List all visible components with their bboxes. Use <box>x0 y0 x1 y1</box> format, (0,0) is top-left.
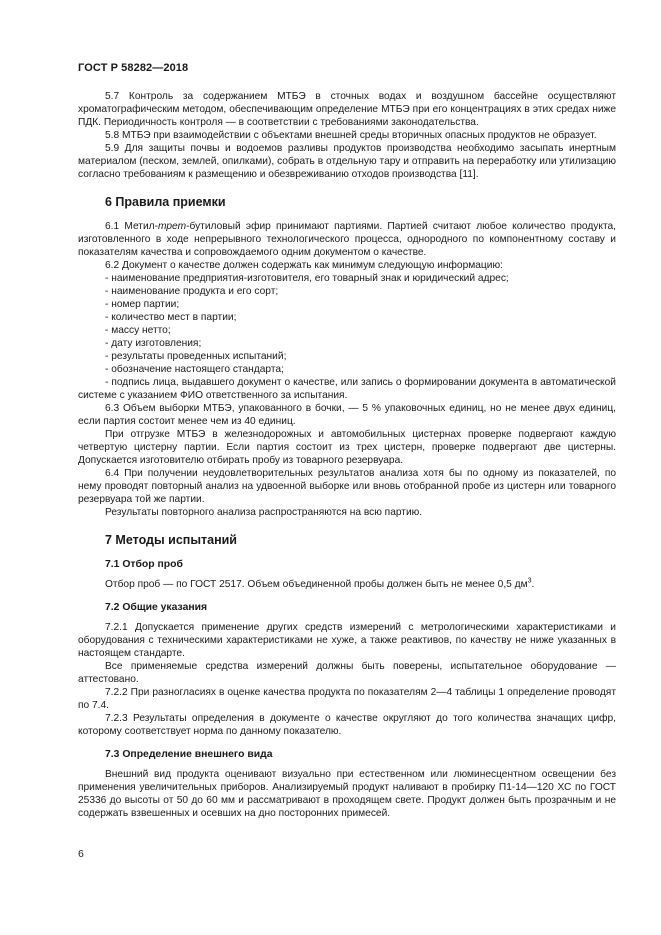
section-6-title: 6 Правила приемки <box>105 195 226 209</box>
paragraph-7-3: Внешний вид продукта оценивают визуально при естественном или люминесцентном освещении без применения увеличительных приборов. Анализируемый продукт наливают в пробирку П1-14—120 ХС по ГОСТ 25336 до высоты от 50 до 60 мм и рассматривают в проходящем свете. Продукт должен быть прозрачным и не содержать взвешенных и осевших на дно посторонних примесей. <box>78 769 616 819</box>
list-item: - обозначение настоящего стандарта; <box>105 364 284 375</box>
paragraph-7-2-1: 7.2.1 Допускается применение других средств измерений с метрологическими характеристиками и оборудования с техническими характеристиками не хуже, а также реактивов, по качеству не ниже указанных в настоящем стандарте. <box>78 622 616 659</box>
section-7-title: 7 Методы испытаний <box>105 533 237 547</box>
paragraph-7-1-end: . <box>531 579 535 590</box>
list-item: - наименование предприятия-изготовителя, его товарный знак и юридический адрес; <box>105 273 509 284</box>
paragraph-6-3: 6.3 Объем выборки МТБЭ, упакованного в бочки, — 5 % упаковочных единиц, но не менее двух единиц, если партия состоит менее чем из 40 единиц. <box>78 403 616 427</box>
list-item: - наименование продукта и его сорт; <box>105 286 279 297</box>
paragraph-6-2: 6.2 Документ о качестве должен содержать как минимум следующую информацию: <box>105 260 503 271</box>
paragraph-7-1 <box>78 578 616 591</box>
paragraph-7-2-1-equipment: Все применяемые средства измерений должны быть поверены, испытательное оборудование — аттестовано. <box>78 661 616 685</box>
paragraph-5-9: 5.9 Для защиты почвы и водоемов разливы продуктов производства необходимо засыпать инертным материалом (песком, землей, опилками), собрать в отдельную тару и отправить на переработку или утилизацию согласно требованиям к размещению и обезвреживанию отходов производства [11]. <box>78 143 616 180</box>
paragraph-5-7: 5.7 Контроль за содержанием МТБЭ в сточных водах и воздушном бассейне осуществляют хроматографическим методом, обеспечивающим определение МТБЭ при его концентрациях в этих средах ниже ПДК. Периодичность контроля — в соответствии с требованиями законодательства. <box>78 91 616 128</box>
paragraph-5-8: 5.8 МТБЭ при взаимодействии с объектами внешней среды вторичных опасных продуктов не образует. <box>105 130 597 141</box>
paragraph-7-2-3: 7.2.3 Результаты определения в документе о качестве округляют до того количества значащих цифр, которому соответствует норма по данному показателю. <box>78 713 616 737</box>
list-item: - массу нетто; <box>105 325 171 336</box>
paragraph-7-1-superscript: 3 <box>527 577 532 585</box>
page-number: 6 <box>78 848 84 860</box>
paragraph-6-4: 6.4 При получении неудовлетворительных результатов анализа хотя бы по одному из показателей, по нему проводят повторный анализ на удвоенной выборке или вновь отобранной пробе из цистерн или товарного резервуара той же партии. <box>78 468 616 505</box>
paragraph-6-1-start: 6.1 Метил- <box>105 221 158 232</box>
document-body <box>78 90 616 820</box>
paragraph-6-1 <box>78 220 616 259</box>
list-item: - количество мест в партии; <box>105 312 237 323</box>
list-item: - результаты проведенных испытаний; <box>105 351 287 362</box>
subsection-7-1-title: 7.1 Отбор проб <box>105 559 183 570</box>
paragraph-6-3-shipping: При отгрузке МТБЭ в железнодорожных и автомобильных цистернах проверке подвергают каждую четвертую цистерну партии. Если партия состоит из трех цистерн, проверке подвергают две цистерны. Допускается изготовителю отбирать пробу из товарного резервуара. <box>78 429 616 466</box>
list-item: - дату изготовления; <box>105 338 202 349</box>
paragraph-7-2-2: 7.2.2 При разногласиях в оценке качества продукта по показателям 2—4 таблицы 1 определение проводят по 7.4. <box>78 687 616 711</box>
paragraph-6-1-rest: -бутиловый эфир принимают партиями. Партией считают любое количество продукта, изготовленного в ходе непрерывного технологического процесса, однородного по компонентному составу и показателям качества и сопровождаемого одним документом о качестве. <box>78 221 616 258</box>
document-header: ГОСТ Р 58282—2018 <box>78 62 189 74</box>
paragraph-6-4-result: Результаты повторного анализа распространяются на всю партию. <box>105 507 423 518</box>
subsection-7-2-title: 7.2 Общие указания <box>105 602 208 613</box>
paragraph-7-1-text: Отбор проб — по ГОСТ 2517. Объем объединенной пробы должен быть не менее 0,5 дм <box>105 579 528 590</box>
paragraph-6-1-italic: трет <box>158 221 187 232</box>
list-item-last: - подпись лица, выдавшего документ о качестве, или запись о формировании документа в автоматической системе с указанием ФИО ответственного за испытания. <box>78 377 616 401</box>
list-item: - номер партии; <box>105 299 180 310</box>
subsection-7-3-title: 7.3 Определение внешнего вида <box>105 749 273 760</box>
